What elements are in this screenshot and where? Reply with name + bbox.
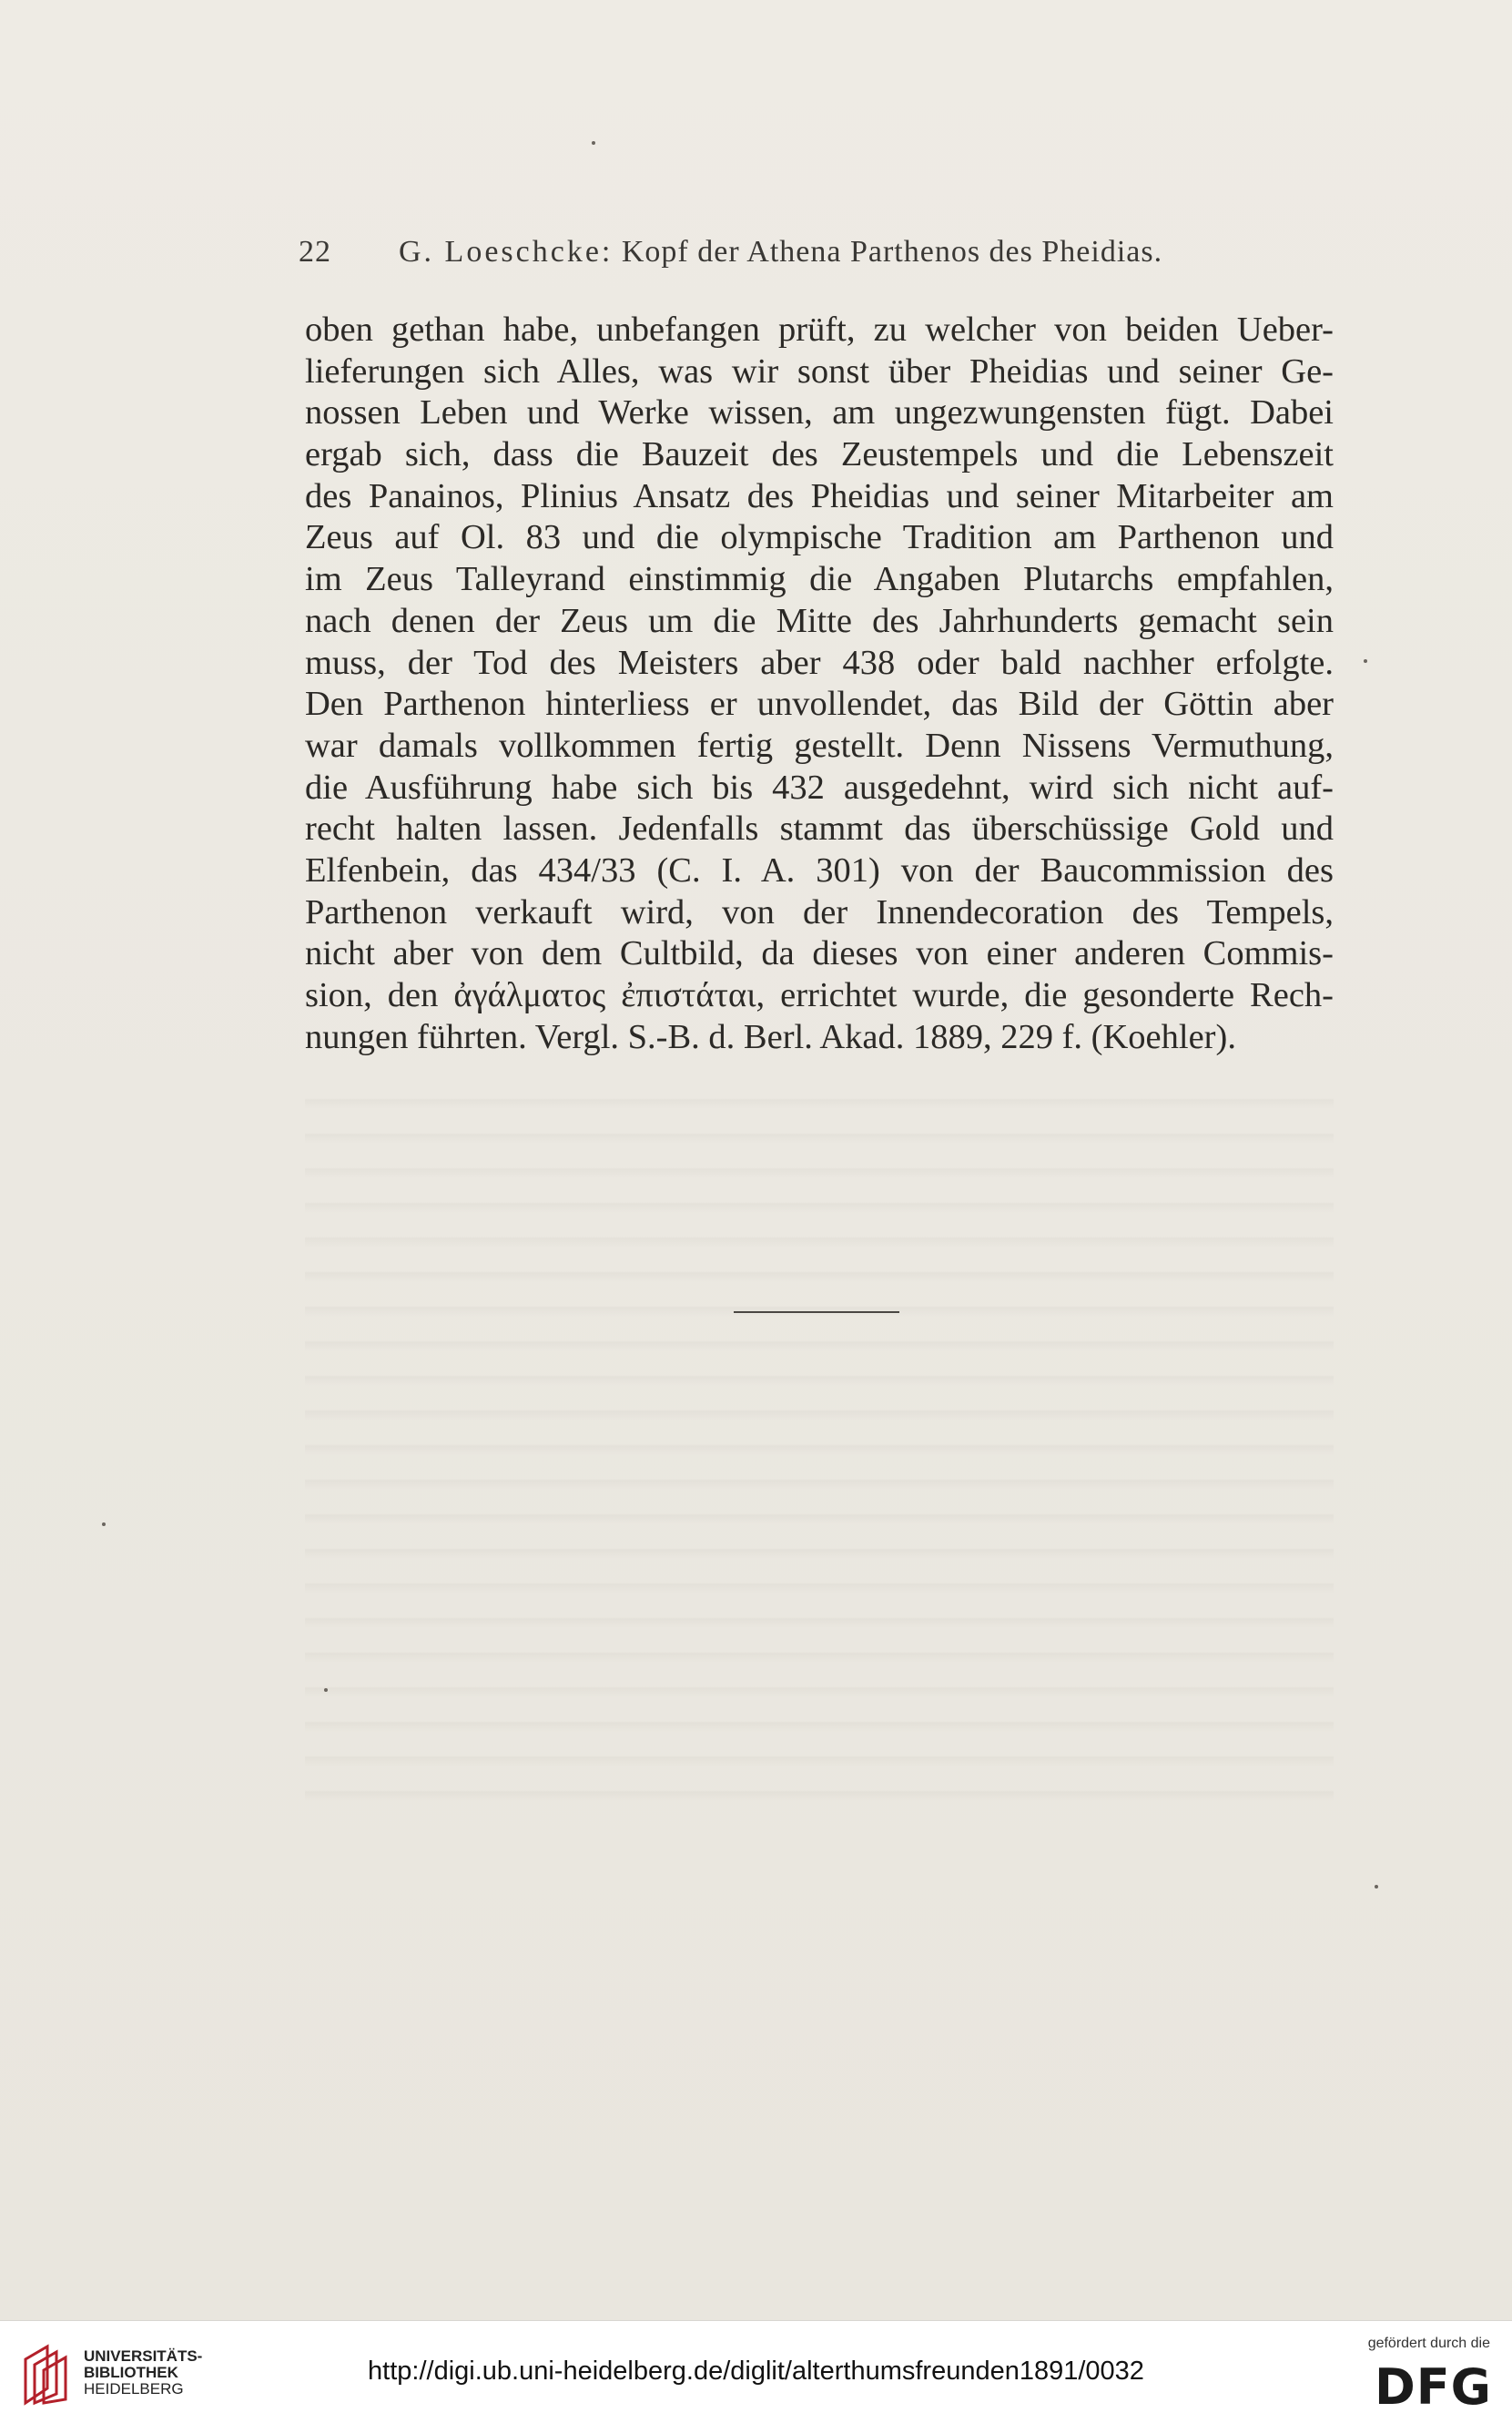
- text-line: war damals vollkommen fertig gestellt. Denn Nissens Vermuthung,: [305, 726, 1334, 765]
- text-line: lieferungen sich Alles, was wir sonst über Pheidias und seiner Ge-: [305, 351, 1334, 391]
- body-paragraph: [305, 310, 1334, 1058]
- header-title: Kopf der Athena Parthenos des Pheidias.: [621, 235, 1163, 269]
- text-line: nossen Leben und Werke wissen, am ungezwungensten fügt. Dabei: [305, 393, 1334, 433]
- text-line: die Ausführung habe sich bis 432 ausgedehnt, wird sich nicht auf-: [305, 768, 1334, 807]
- text-line: oben gethan habe, unbefangen prüft, zu welcher von beiden Ueber-: [305, 311, 1334, 349]
- running-title: [399, 235, 1162, 270]
- scan-speck: [592, 141, 595, 145]
- scan-speck: [1364, 659, 1367, 663]
- text-line: des Panainos, Plinius Ansatz des Pheidias und seiner Mitarbeiter am: [305, 476, 1334, 515]
- text-line: im Zeus Talleyrand einstimmig die Angaben Plutarchs empfahlen,: [305, 560, 1334, 599]
- text-line: Parthenon verkauft wird, von der Innendecoration des Tempels,: [305, 892, 1334, 932]
- scan-speck: [1375, 1885, 1378, 1889]
- viewer-footer: [0, 2320, 1512, 2423]
- show-through-texture: [305, 1074, 1334, 1803]
- text-line: recht halten lassen. Jedenfalls stammt das überschüssige Gold und: [305, 809, 1334, 849]
- text-line: Den Parthenon hinterliess er unvollendet, das Bild der Göttin aber: [305, 685, 1334, 724]
- text-line: Zeus auf Ol. 83 und die olympische Tradition am Parthenon und: [305, 518, 1334, 557]
- text-line: nach denen der Zeus um die Mitte des Jahrhunderts gemacht sein: [305, 601, 1334, 640]
- dfg-logo: DFG: [1374, 2358, 1492, 2416]
- page-number: 22: [299, 235, 331, 269]
- text-line: ergab sich, dass die Bauzeit des Zeustempels und die Lebenszeit: [305, 435, 1334, 474]
- header-author: G. Loeschcke:: [399, 235, 614, 269]
- library-name: UNIVERSITÄTS- BIBLIOTHEK HEIDELBERG: [84, 2347, 203, 2398]
- section-divider: [734, 1311, 899, 1313]
- text-line: nungen führten. Vergl. S.-B. d. Berl. Akad. 1889, 229 f. (Koehler).: [305, 1017, 1236, 1056]
- funding-note: gefördert durch die: [1367, 2336, 1490, 2351]
- text-line: nicht aber von dem Cultbild, da dieses von einer anderen Commis-: [305, 934, 1334, 973]
- permalink-url[interactable]: http://digi.ub.uni-heidelberg.de/diglit/alterthumsfreunden1891/0032: [368, 2357, 1144, 2386]
- scan-speck: [102, 1522, 106, 1526]
- scan-speck: [324, 1688, 328, 1692]
- text-line: sion, den ἀγάλματος ἐπιστάται, errichtet wurde, die gesonderte Rech-: [305, 976, 1334, 1014]
- text-line: Elfenbein, das 434/33 (C. I. A. 301) von der Baucommission des: [305, 850, 1334, 890]
- text-line: muss, der Tod des Meisters aber 438 oder bald nachher erfolgte.: [305, 643, 1334, 682]
- running-head: [299, 235, 1220, 271]
